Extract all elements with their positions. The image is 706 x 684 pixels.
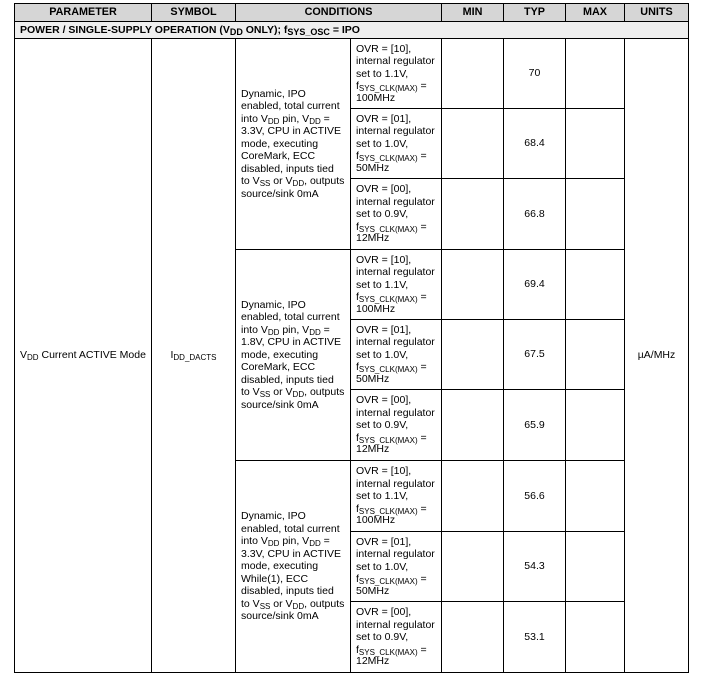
frequency-value: 50MHz xyxy=(356,372,390,385)
typ-value: 68.4 xyxy=(504,109,566,179)
max-cell xyxy=(566,461,625,532)
max-cell xyxy=(566,320,625,390)
max-cell xyxy=(566,109,625,179)
header-max: MAX xyxy=(566,4,625,22)
max-cell xyxy=(566,250,625,320)
max-cell xyxy=(566,390,625,461)
min-cell xyxy=(442,179,504,250)
typ-value: 66.8 xyxy=(504,179,566,250)
section-row xyxy=(15,22,689,39)
frequency-line: fSYS_CLK(MAX) = xyxy=(356,573,427,587)
typ-value: 56.6 xyxy=(504,461,566,532)
condition-detail: OVR = [00], internal regulator set to 0.9V, fSYS_CLK(MAX) = 12MHz xyxy=(351,390,442,461)
frequency-line: fSYS_CLK(MAX) = xyxy=(356,220,427,234)
frequency-value: 12MHz xyxy=(356,443,390,456)
frequency-value: 50MHz xyxy=(356,161,390,174)
header-min: MIN xyxy=(442,4,504,22)
condition-detail: OVR = [10], internal regulator set to 1.1V, fSYS_CLK(MAX) = 100MHz xyxy=(351,39,442,109)
min-cell xyxy=(442,250,504,320)
max-cell xyxy=(566,179,625,250)
typ-value: 54.3 xyxy=(504,532,566,602)
frequency-line: fSYS_CLK(MAX) = xyxy=(356,150,427,164)
typ-value: 65.9 xyxy=(504,390,566,461)
frequency-line: fSYS_CLK(MAX) = xyxy=(356,291,427,305)
frequency-value: 12MHz xyxy=(356,655,390,668)
frequency-value: 12MHz xyxy=(356,232,390,245)
electrical-characteristics-table xyxy=(14,3,689,673)
min-cell xyxy=(442,602,504,673)
condition-detail: OVR = [00], internal regulator set to 0.9V, fSYS_CLK(MAX) = 12MHz xyxy=(351,179,442,250)
max-cell xyxy=(566,602,625,673)
condition-detail: OVR = [10], internal regulator set to 1.1V, fSYS_CLK(MAX) = 100MHz xyxy=(351,461,442,532)
parameter-cell: VDD Current ACTIVE Mode xyxy=(15,39,152,673)
units-cell: µA/MHz xyxy=(625,39,689,673)
frequency-line: fSYS_CLK(MAX) = xyxy=(356,502,427,516)
condition-detail: OVR = [01], internal regulator set to 1.0V, fSYS_CLK(MAX) = 50MHz xyxy=(351,532,442,602)
condition-description: Dynamic, IPO enabled, total current into VDD pin, VDD = 1.8V, CPU in ACTIVE mode, executing CoreMark, ECC disabled, inputs tied to VSS or VDD, outputs source/sink 0mA xyxy=(236,250,351,461)
header-typ: TYP xyxy=(504,4,566,22)
table-row xyxy=(15,39,689,109)
frequency-line: fSYS_CLK(MAX) = xyxy=(356,80,427,94)
typ-value: 67.5 xyxy=(504,320,566,390)
condition-detail: OVR = [00], internal regulator set to 0.9V, fSYS_CLK(MAX) = 12MHz xyxy=(351,602,442,673)
section-title: POWER / SINGLE-SUPPLY OPERATION (VDD ONLY); fSYS_OSC = IPO xyxy=(15,22,689,39)
symbol-cell: IDD_DACTS xyxy=(152,39,236,673)
typ-value: 70 xyxy=(504,39,566,109)
frequency-line: fSYS_CLK(MAX) = xyxy=(356,431,427,445)
header-parameter: PARAMETER xyxy=(15,4,152,22)
frequency-value: 100MHz xyxy=(356,302,396,315)
max-cell xyxy=(566,39,625,109)
frequency-value: 50MHz xyxy=(356,584,390,597)
typ-value: 53.1 xyxy=(504,602,566,673)
header-units: UNITS xyxy=(625,4,689,22)
condition-detail: OVR = [01], internal regulator set to 1.0V, fSYS_CLK(MAX) = 50MHz xyxy=(351,320,442,390)
min-cell xyxy=(442,320,504,390)
min-cell xyxy=(442,390,504,461)
min-cell xyxy=(442,461,504,532)
max-cell xyxy=(566,532,625,602)
condition-description: Dynamic, IPO enabled, total current into VDD pin, VDD = 3.3V, CPU in ACTIVE mode, executing While(1), ECC disabled, inputs tied to VSS or VDD, outputs source/sink 0mA xyxy=(236,461,351,673)
frequency-line: fSYS_CLK(MAX) = xyxy=(356,643,427,657)
condition-detail: OVR = [10], internal regulator set to 1.1V, fSYS_CLK(MAX) = 100MHz xyxy=(351,250,442,320)
condition-description: Dynamic, IPO enabled, total current into VDD pin, VDD = 3.3V, CPU in ACTIVE mode, executing CoreMark, ECC disabled, inputs tied to VSS or VDD, outputs source/sink 0mA xyxy=(236,39,351,250)
condition-detail: OVR = [01], internal regulator set to 1.0V, fSYS_CLK(MAX) = 50MHz xyxy=(351,109,442,179)
frequency-line: fSYS_CLK(MAX) = xyxy=(356,361,427,375)
header-row xyxy=(15,4,689,22)
header-conditions: CONDITIONS xyxy=(236,4,442,22)
frequency-value: 100MHz xyxy=(356,91,396,104)
typ-value: 69.4 xyxy=(504,250,566,320)
min-cell xyxy=(442,39,504,109)
min-cell xyxy=(442,109,504,179)
header-symbol: SYMBOL xyxy=(152,4,236,22)
frequency-value: 100MHz xyxy=(356,514,396,527)
min-cell xyxy=(442,532,504,602)
